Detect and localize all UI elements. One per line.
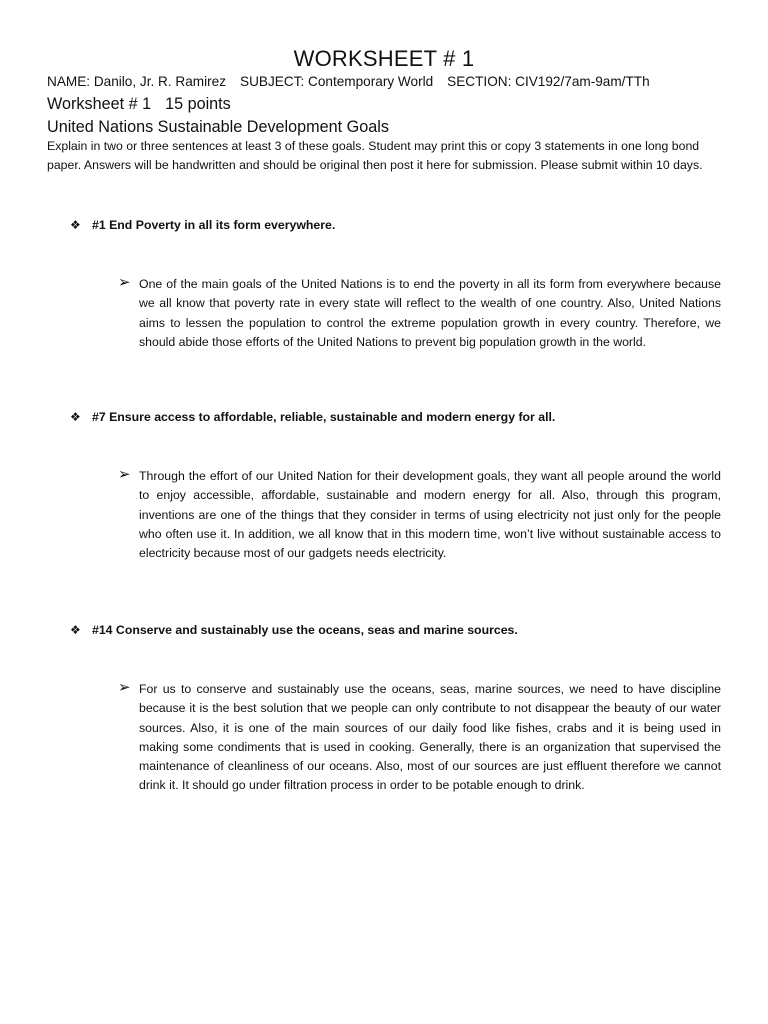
student-info-line (47, 74, 650, 89)
worksheet-points-line (47, 95, 231, 114)
worksheet-label: Worksheet # 1 (47, 95, 152, 113)
arrowhead-bullet-icon: ➢ (118, 274, 131, 291)
diamond-bullet-icon: ❖ (70, 410, 81, 424)
goal-heading-text: #7 Ensure access to affordable, reliable, sustainable and modern energy for all. (92, 410, 556, 424)
goal-answer-text: One of the main goals of the United Nations is to end the poverty in all its form from everywhere because we all know that poverty rate in every state will reflect to the wealth of one country. Also, United Nations aims to lessen the population to control the extreme population growth in every country. Therefore, we should abide those efforts of the United Nations to prevent big population growth in the world. (139, 277, 721, 349)
instructions-text: Explain in two or three sentences at least 3 of these goals. Student may print this or copy 3 statements in one long bond paper. Answers will be handwritten and should be original then post it here for submission. Please submit within 10 days. (47, 139, 703, 172)
arrowhead-bullet-icon: ➢ (118, 466, 131, 483)
arrowhead-bullet-icon: ➢ (118, 679, 131, 696)
goal-answer (118, 275, 721, 352)
goal-answer-text: For us to conserve and sustainably use the oceans, seas, marine sources, we need to have discipline because it is the best solution that we people can only contribute to not disappear the beauty of our water sources. Also, it is one of the main sources of our daily food like fishes, crabs and it is being used in making some condiments that is used in cooking. Generally, there is an organization that supervised the maintenance of cleanliness of our oceans. Also, most of our sources are just effluent therefore we cannot drink it. It should go under filtration process in order to be potable enough to drink. (139, 682, 721, 793)
goal-heading-text: #14 Conserve and sustainably use the oceans, seas and marine sources. (92, 623, 518, 637)
goal-answer (118, 680, 721, 796)
points-label: 15 points (165, 95, 231, 113)
diamond-bullet-icon: ❖ (70, 623, 81, 637)
goal-heading (70, 218, 335, 232)
page-title: WORKSHEET # 1 (293, 46, 475, 71)
goal-answer-text: Through the effort of our United Nation for their development goals, they want all people around the world to enjoy accessible, affordable, sustainable and modern energy for all. Also, through this program, inventions are one of the things that they consider in terms of using electricity not just only for the people who often use it. In addition, we all know that in this modern time, won’t live without sustainable access to electricity because most of our gadgets needs electricity. (139, 469, 721, 561)
goal-heading-text: #1 End Poverty in all its form everywhere. (92, 218, 336, 232)
goal-answer (118, 467, 721, 563)
section-label: SECTION: CIV192/7am-9am/TTh (447, 74, 650, 89)
student-name: NAME: Danilo, Jr. R. Ramirez (47, 74, 227, 89)
topic-heading: United Nations Sustainable Development Goals (47, 118, 389, 136)
subject-label: SUBJECT: Contemporary World (240, 74, 434, 89)
goal-heading (70, 623, 518, 637)
diamond-bullet-icon: ❖ (70, 218, 81, 232)
goal-heading (70, 410, 555, 424)
